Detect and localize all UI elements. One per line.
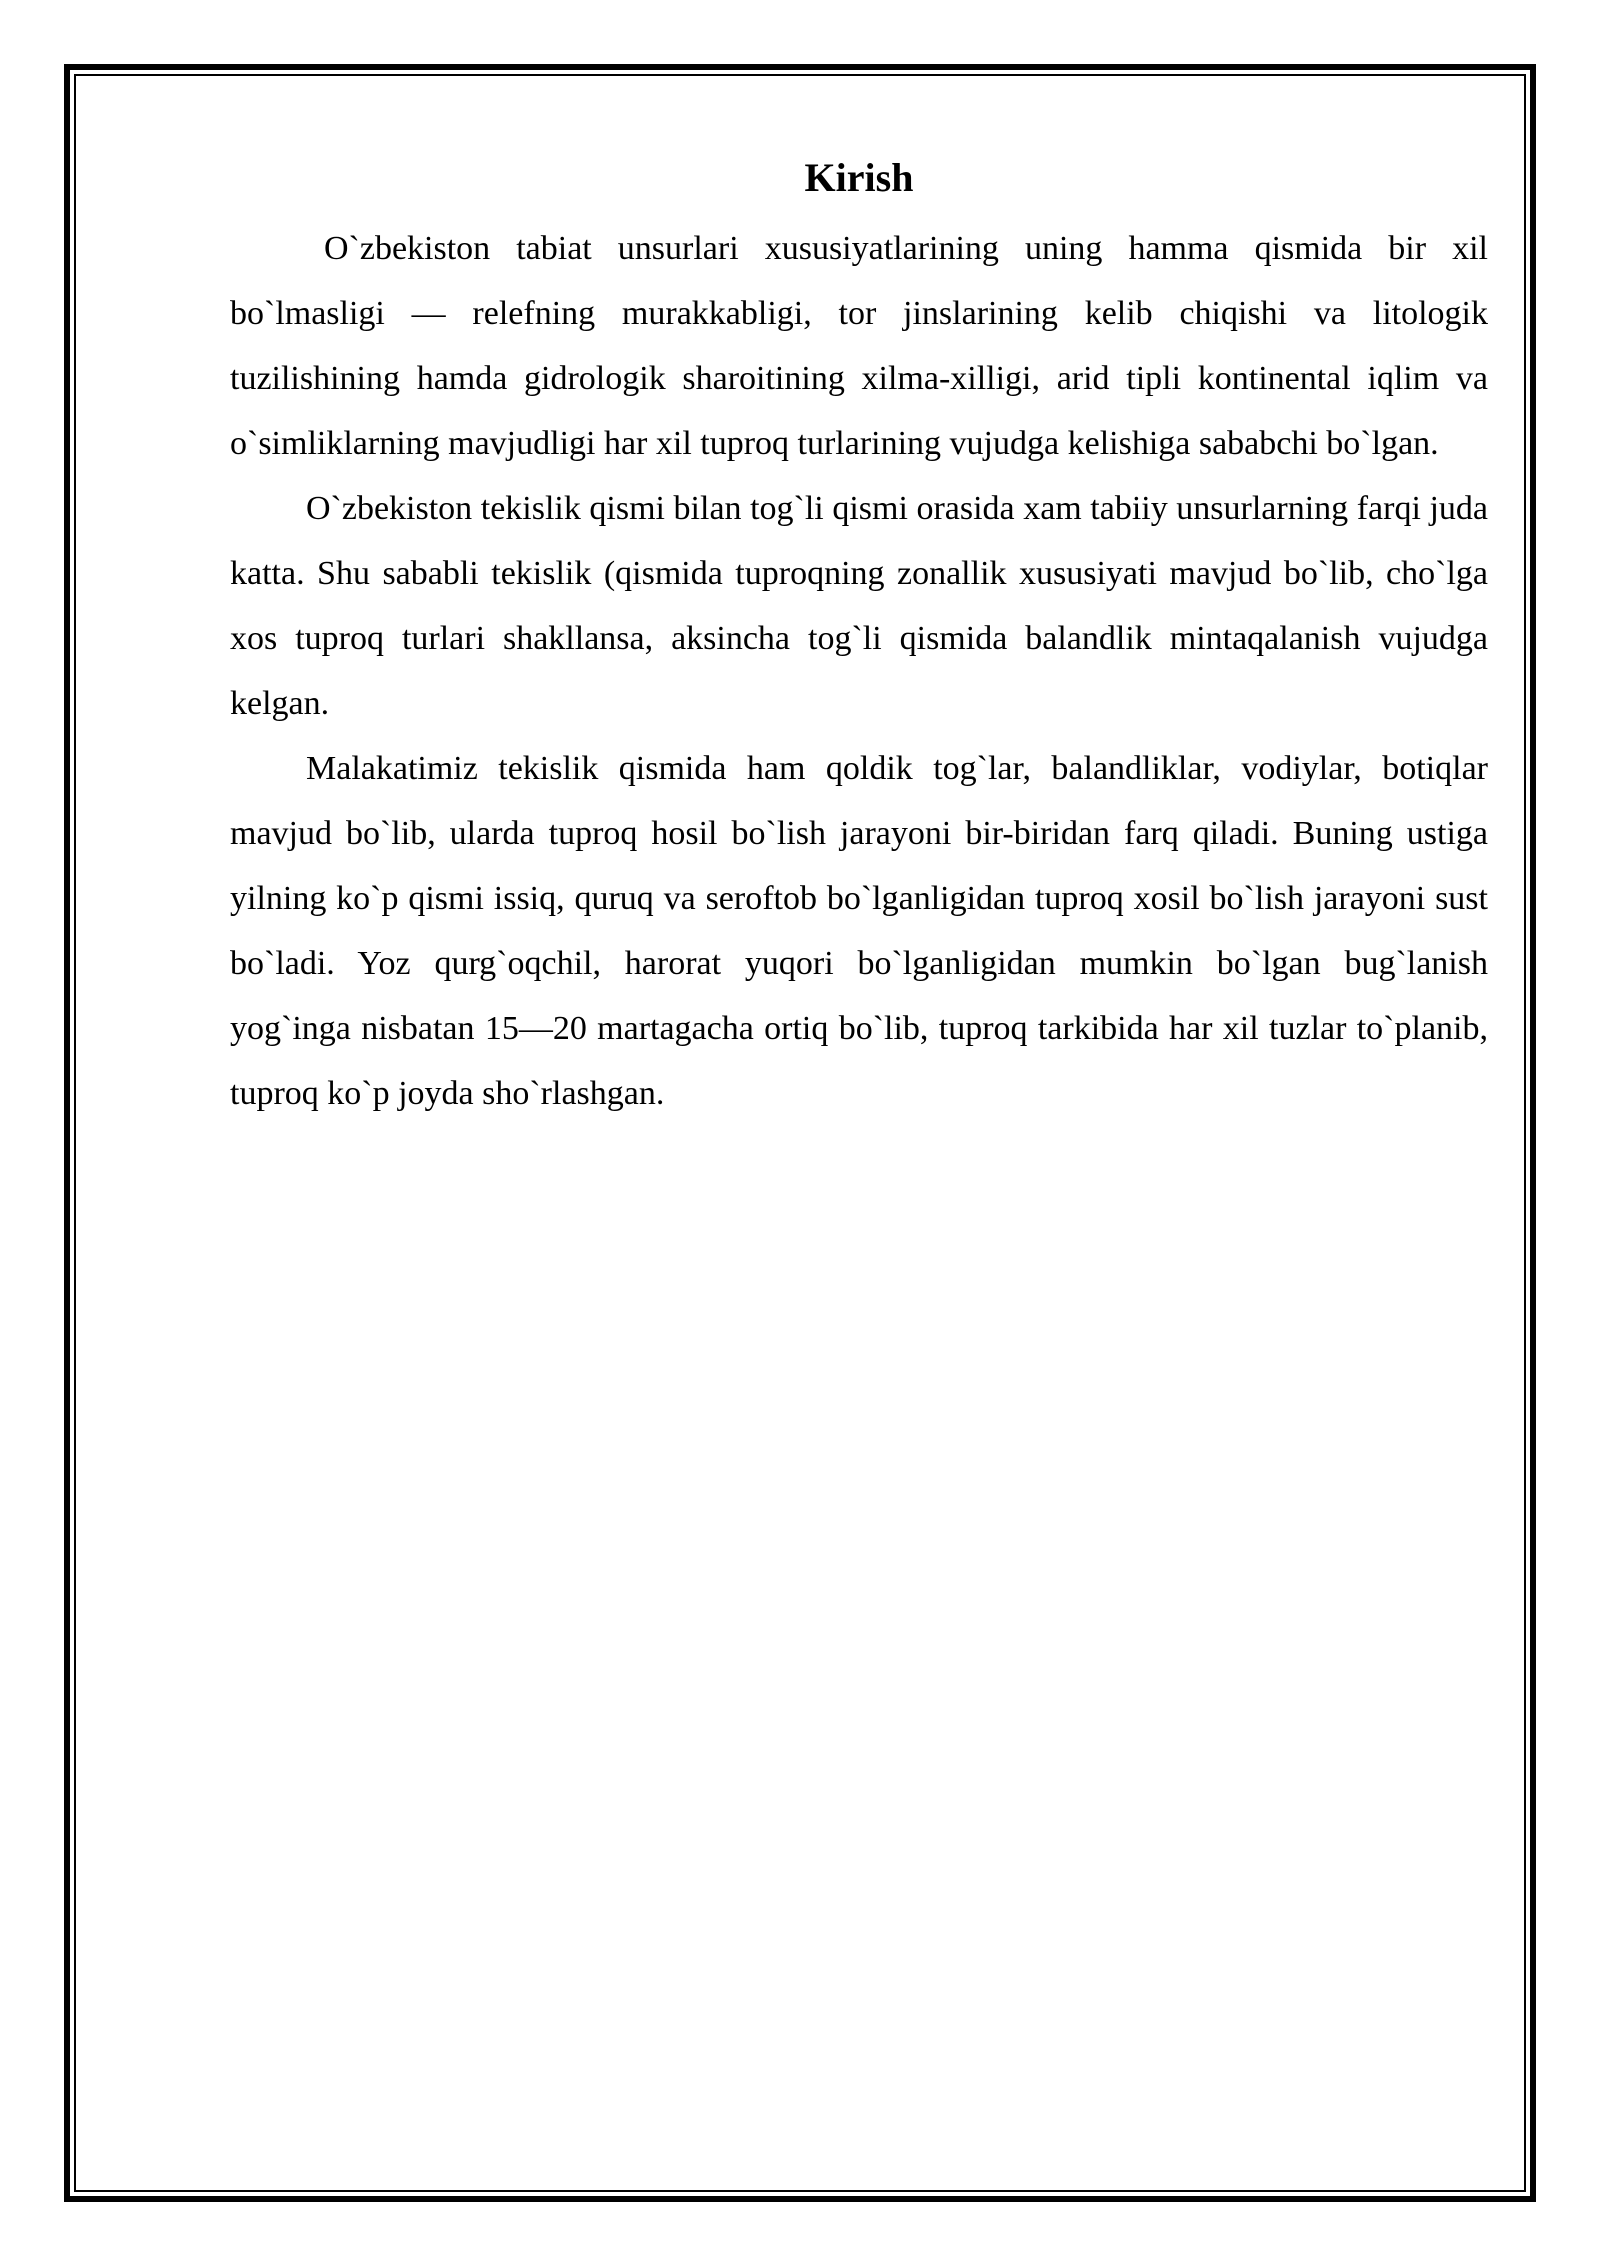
paragraph-2: O`zbekiston tekislik qismi bilan tog`li qismi orasida xam tabiiy unsurlarning farqi juda katta. Shu sababli tekislik (qismida tuproqning zonallik xususiyati mavjud bo`lib, cho`lga xos tuproq turlari shakllansa, aksincha tog`li qismida balandlik mintaqalanish vujudga kelgan. (230, 490, 1488, 722)
paragraph-1: O`zbekiston tabiat unsurlari xususiyatlarining uning hamma qismida bir xil bo`lmasligi — relefning murakkabligi, tor jinslarining kelib chiqishi va litologik tuzilishining hamda gidrologik sharoitining xilma-xilligi, arid tipli kontinental iqlim va o`simliklarning mavjudligi har xil tuproq turlarining vujudga kelishiga sababchi bo`lgan. (230, 230, 1488, 462)
paragraph-3: Malakatimiz tekislik qismida ham qoldik tog`lar, balandliklar, vodiylar, botiqlar mavjud bo`lib, ularda tuproq hosil bo`lish jarayoni bir-biridan farq qiladi. Buning ustiga yilning ko`p qismi issiq, quruq va seroftob bo`lganligidan tuproq xosil bo`lish jarayoni sust bo`ladi. Yoz qurg`oqchil, harorat yuqori bo`lganligidan mumkin bo`lgan bug`lanish yog`inga nisbatan 15—20 martagacha ortiq bo`lib, tuproq tarkibida har xil tuzlar to`planib, tuproq ko`p joyda sho`rlashgan. (230, 750, 1488, 1112)
document-body (230, 148, 1488, 1126)
document-title: Kirish (804, 155, 914, 200)
